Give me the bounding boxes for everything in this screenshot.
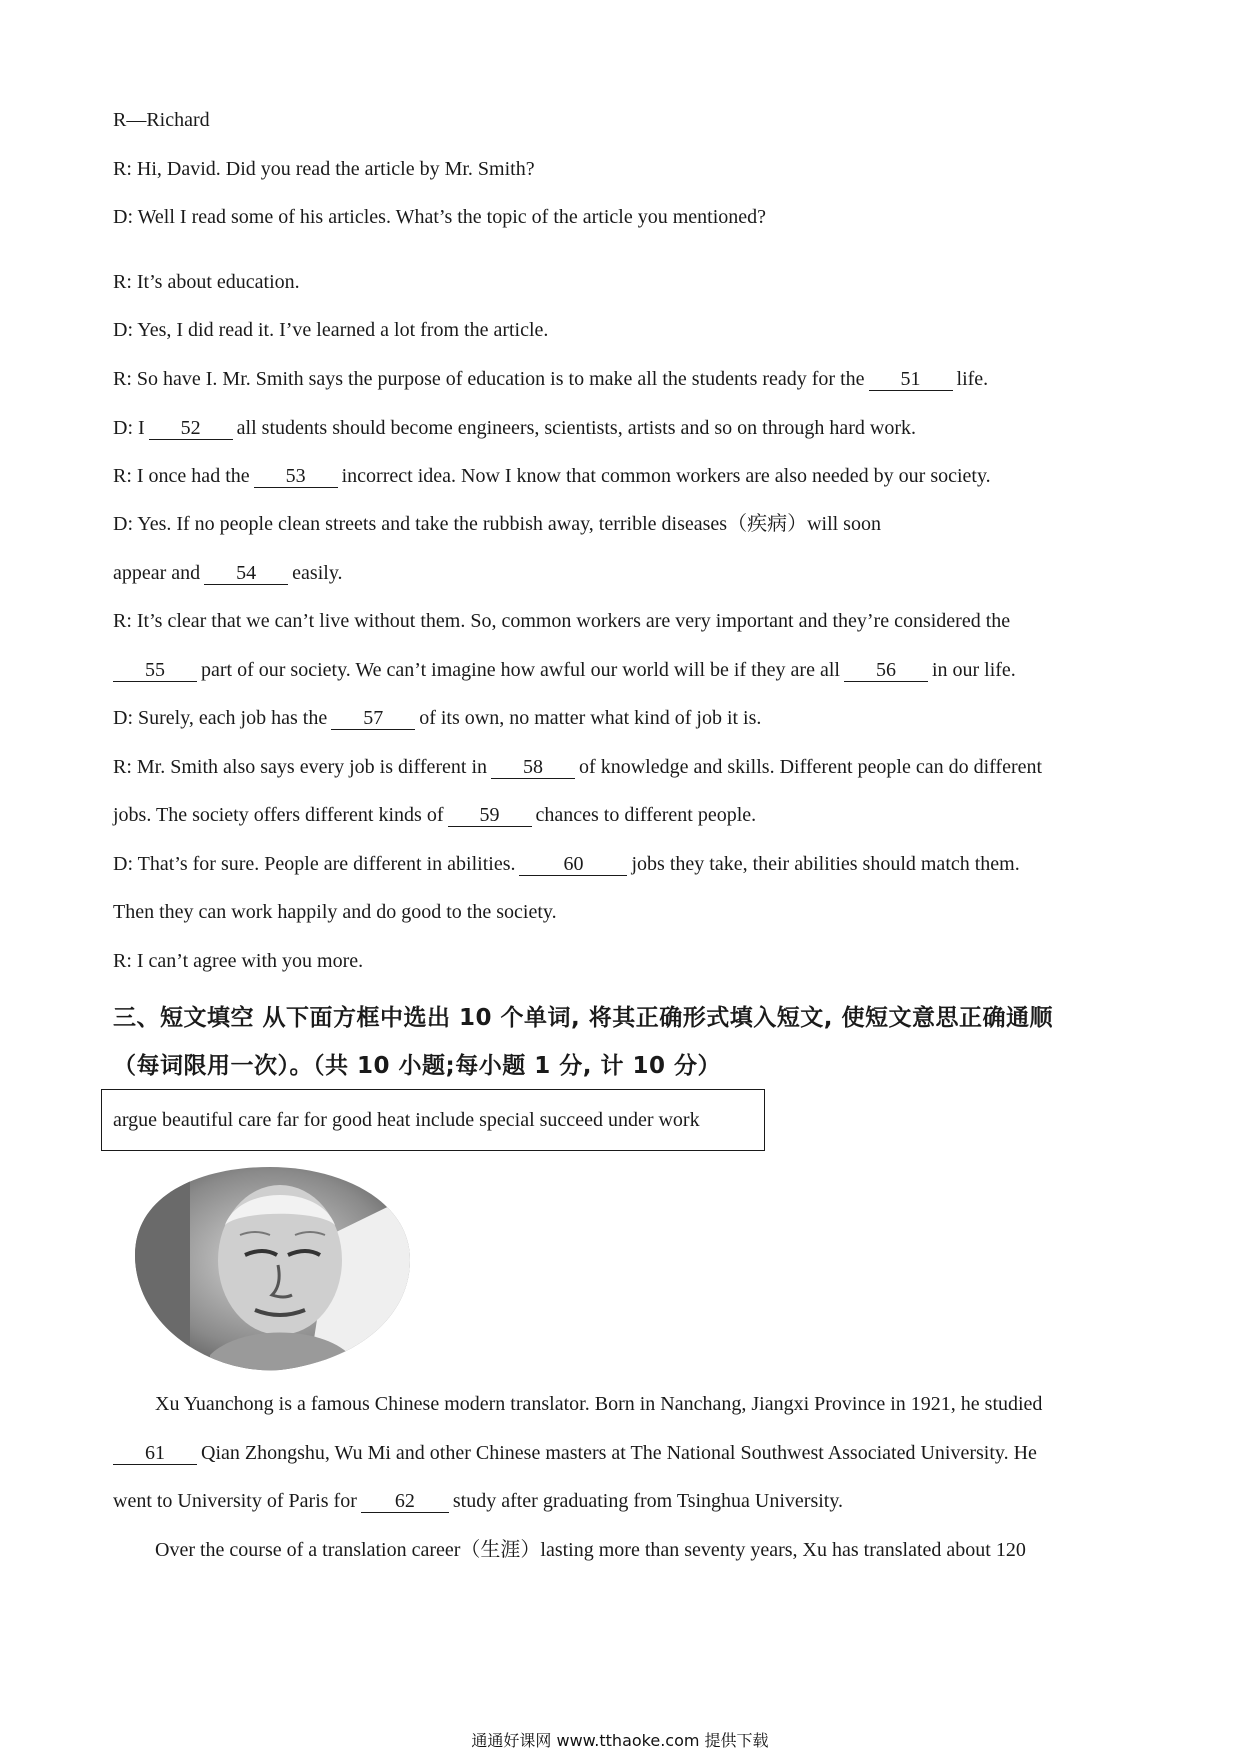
footer-watermark: 通通好课网 www.tthaoke.com 提供下载 [471, 1731, 769, 1750]
blank-61[interactable]: 61 [113, 1442, 197, 1465]
line-text: all students should become engineers, scientists, artists and so on through hard work. [236, 417, 916, 439]
dialogue-line-1: R: Hi, David. Did you read the article by Mr. Smith? [113, 158, 535, 180]
passage-line-4: Over the course of a translation career（生涯）lasting more than seventy years, Xu has translated about 120 [155, 1539, 1026, 1561]
section-heading-line-1: 三、短文填空 从下面方框中选出 10 个单词, 将其正确形式填入短文, 使短文意思正确通顺 [113, 1005, 1054, 1031]
blank-53[interactable]: 53 [254, 465, 338, 488]
blank-62[interactable]: 62 [361, 1490, 449, 1513]
line-text: jobs. The society offers different kinds of [113, 804, 444, 826]
dialogue-line-12 [113, 706, 761, 730]
dialogue-line-11 [113, 658, 1016, 682]
line-text: appear and [113, 562, 201, 584]
line-text: R: I once had the [113, 465, 250, 487]
dialogue-line-6 [113, 416, 916, 440]
line-text: chances to different people. [535, 804, 757, 826]
passage-line-2 [113, 1441, 1037, 1465]
dialogue-line-8: D: Yes. If no people clean streets and take the rubbish away, terrible diseases（疾病）will soon [113, 513, 881, 535]
dialogue-line-10: R: It’s clear that we can’t live without them. So, common workers are very important and they’re considered the [113, 610, 1011, 632]
line-text: Qian Zhongshu, Wu Mi and other Chinese masters at The National Southwest Associated University. He [201, 1442, 1037, 1464]
line-text: D: That’s for sure. People are different in abilities. [113, 853, 516, 875]
blank-59[interactable]: 59 [448, 804, 532, 827]
line-text: jobs they take, their abilities should match them. [631, 853, 1020, 875]
line-text: life. [956, 368, 989, 390]
line-text: incorrect idea. Now I know that common workers are also needed by our society. [341, 465, 991, 487]
blank-58[interactable]: 58 [491, 756, 575, 779]
blank-55[interactable]: 55 [113, 659, 197, 682]
blank-52[interactable]: 52 [149, 417, 233, 440]
blank-57[interactable]: 57 [331, 707, 415, 730]
line-text: R: So have I. Mr. Smith says the purpose of education is to make all the students ready for the [113, 368, 865, 390]
word-bank-box [101, 1089, 765, 1151]
portrait-photo [130, 1165, 412, 1375]
dialogue-line-7 [113, 464, 991, 488]
line-text: D: I [113, 417, 145, 439]
line-text: easily. [292, 562, 343, 584]
line-text: R: Mr. Smith also says every job is different in [113, 756, 488, 778]
line-text: of knowledge and skills. Different people can do different [579, 756, 1043, 778]
line-text: of its own, no matter what kind of job it is. [419, 707, 762, 729]
dialogue-line-2: D: Well I read some of his articles. What’s the topic of the article you mentioned? [113, 206, 767, 228]
word-bank-text: argue beautiful care far for good heat include special succeed under work [113, 1109, 700, 1131]
line-text: study after graduating from Tsinghua University. [452, 1490, 844, 1512]
dialogue-line-4: D: Yes, I did read it. I’ve learned a lot from the article. [113, 319, 549, 341]
blank-51[interactable]: 51 [869, 368, 953, 391]
dialogue-line-15 [113, 852, 1020, 876]
dialogue-line-16: Then they can work happily and do good to the society. [113, 901, 557, 923]
dialogue-line-9 [113, 561, 343, 585]
blank-54[interactable]: 54 [204, 562, 288, 585]
dialogue-speaker-key: R—Richard [113, 109, 210, 131]
passage-line-3 [113, 1489, 843, 1513]
line-text: went to University of Paris for [113, 1490, 357, 1512]
dialogue-line-5 [113, 367, 988, 391]
blank-60[interactable]: 60 [519, 853, 627, 876]
dialogue-line-17: R: I can’t agree with you more. [113, 950, 364, 972]
dialogue-line-3: R: It’s about education. [113, 271, 300, 293]
line-text: D: Surely, each job has the [113, 707, 328, 729]
dialogue-line-13 [113, 755, 1042, 779]
passage-line-1: Xu Yuanchong is a famous Chinese modern translator. Born in Nanchang, Jiangxi Province in 1921, he studied [155, 1393, 1043, 1415]
section-heading-line-2: （每词限用一次）。（共 10 小题;每小题 1 分, 计 10 分） [113, 1053, 722, 1079]
dialogue-line-14 [113, 803, 756, 827]
line-text: part of our society. We can’t imagine how awful our world will be if they are all [201, 659, 840, 681]
blank-56[interactable]: 56 [844, 659, 928, 682]
line-text: in our life. [931, 659, 1016, 681]
